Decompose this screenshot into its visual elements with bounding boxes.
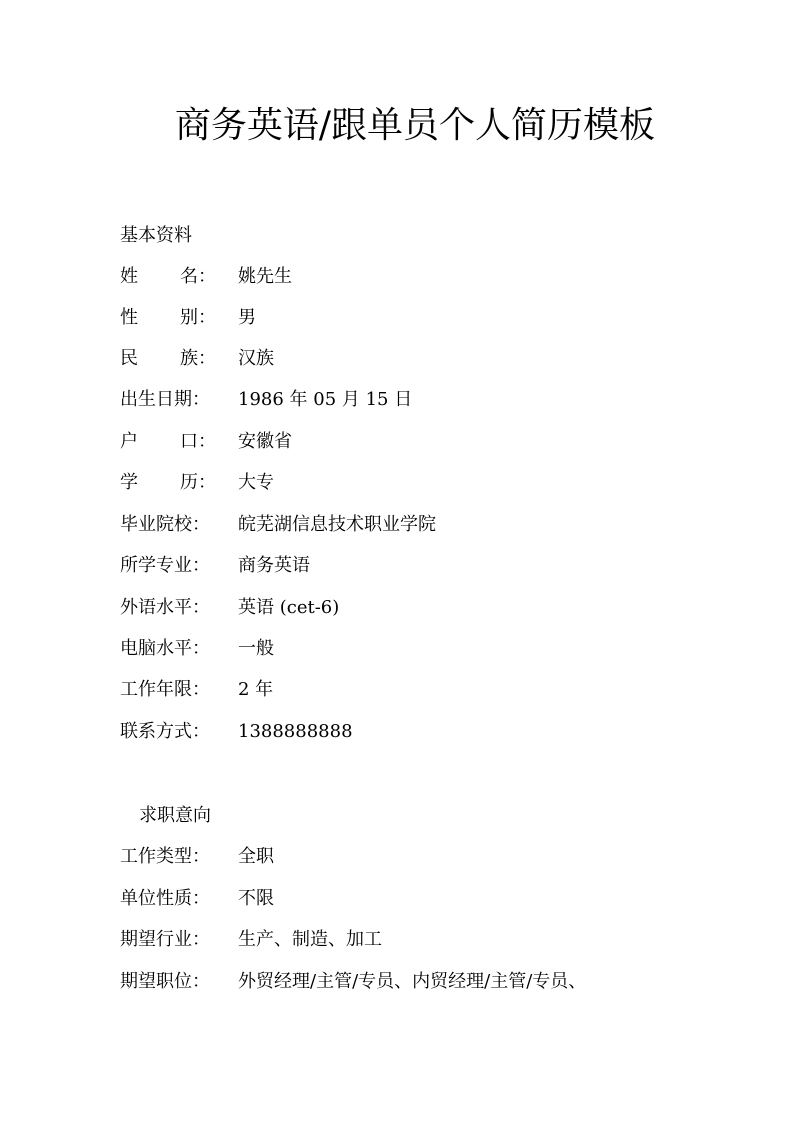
field-label: 民 族： — [120, 348, 216, 369]
field-value: 1388888888 — [238, 721, 353, 742]
field-label: 联系方式： — [120, 721, 210, 742]
field-label: 期望职位： — [120, 971, 210, 992]
field-value: 一般 — [238, 638, 274, 659]
field-value: 1986 年 05 月 15 日 — [238, 389, 413, 410]
field-label: 工作年限： — [120, 679, 210, 700]
field-label: 出生日期： — [120, 389, 210, 410]
field-value: 汉族 — [238, 348, 274, 369]
field-value: 男 — [238, 307, 256, 328]
field-label: 单位性质： — [120, 888, 210, 909]
field-value: 皖芜湖信息技术职业学院 — [238, 514, 436, 535]
field-value: 外贸经理/主管/专员、内贸经理/主管/专员、 — [238, 971, 587, 992]
field-label: 户 口： — [120, 431, 216, 452]
field-value: 不限 — [238, 888, 274, 909]
field-value: 英语 (cet-6) — [238, 597, 340, 618]
field-value: 全职 — [238, 846, 274, 867]
field-label: 性 别： — [120, 307, 216, 328]
field-value: 生产、制造、加工 — [238, 929, 382, 950]
basic-info-heading: 基本资料 — [120, 225, 192, 246]
job-intention-heading: 求职意向 — [139, 805, 211, 826]
field-value: 商务英语 — [238, 555, 310, 576]
field-label: 姓 名： — [120, 266, 216, 287]
field-label: 外语水平： — [120, 597, 210, 618]
document-title: 商务英语/跟单员个人简历模板 — [174, 105, 656, 146]
field-label: 期望行业： — [120, 929, 210, 950]
field-label: 所学专业： — [120, 555, 210, 576]
field-label: 毕业院校： — [120, 514, 210, 535]
field-value: 姚先生 — [238, 266, 292, 287]
field-value: 大专 — [238, 472, 274, 493]
field-label: 工作类型： — [120, 846, 210, 867]
field-label: 电脑水平： — [120, 638, 210, 659]
field-label: 学 历： — [120, 472, 216, 493]
field-value: 安徽省 — [238, 431, 292, 452]
field-value: 2 年 — [238, 679, 274, 700]
